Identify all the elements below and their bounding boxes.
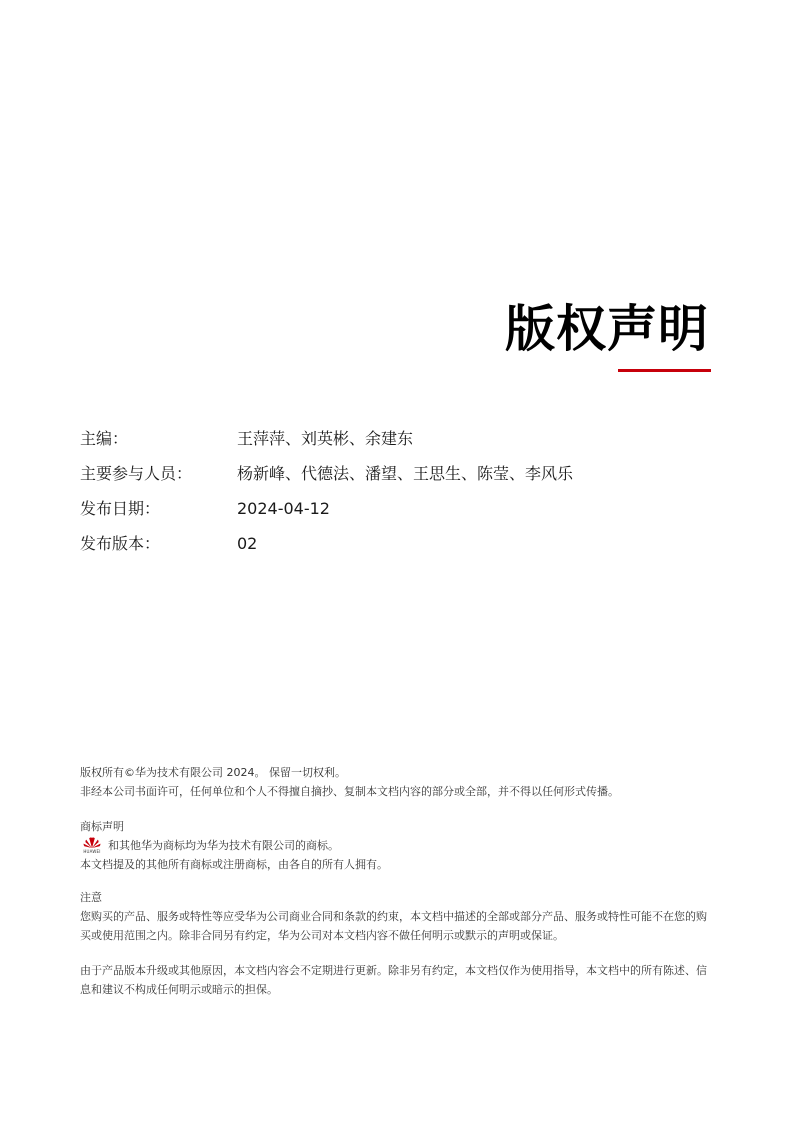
- notice-heading: 注意: [80, 891, 102, 904]
- editor-label: 主编：: [80, 429, 129, 448]
- contributors-value: 杨新峰、代德法、潘望、王思生、陈莹、李风乐: [237, 464, 574, 483]
- release-date-label: 发布日期：: [80, 499, 161, 518]
- title-underline: [618, 369, 711, 372]
- contributors-label: 主要参与人员：: [80, 464, 193, 483]
- version-value: 02: [237, 534, 258, 553]
- notice-paragraph-2: 由于产品版本升级或其他原因，本文档内容会不定期进行更新。除非另有约定，本文档仅作为使用指导，本文档中的所有陈述、信息和建议不构成任何明示或暗示的担保。: [80, 964, 707, 996]
- copyright-restriction: 非经本公司书面许可，任何单位和个人不得擅自摘抄、复制本文档内容的部分或全部，并不得以任何形式传播。: [80, 785, 619, 798]
- trademark-heading: 商标声明: [80, 820, 124, 833]
- trademark-other: 本文档提及的其他所有商标或注册商标，由各自的所有人拥有。: [80, 858, 388, 871]
- notice-paragraph-1: 您购买的产品、服务或特性等应受华为公司商业合同和条款的约束，本文档中描述的全部或部分产品、服务或特性可能不在您的购买或使用范围之内。除非合同另有约定，华为公司对本文档内容不做任何明示或默示的声明或保证。: [80, 910, 707, 942]
- trademark-line: 和其他华为商标均为华为技术有限公司的商标。: [108, 839, 339, 852]
- release-date-value: 2024-04-12: [237, 499, 330, 518]
- page-title: 版权声明: [505, 300, 709, 358]
- trademark-logo-line: [80, 836, 712, 855]
- legal-notice: [80, 763, 712, 999]
- huawei-logo-text: HUAWEI: [83, 849, 101, 854]
- copyright-line: 版权所有©华为技术有限公司 2024。 保留一切权利。: [80, 766, 346, 779]
- version-label: 发布版本：: [80, 534, 161, 553]
- editor-value: 王萍萍、刘英彬、余建东: [237, 429, 414, 448]
- huawei-logo-icon: [80, 837, 104, 854]
